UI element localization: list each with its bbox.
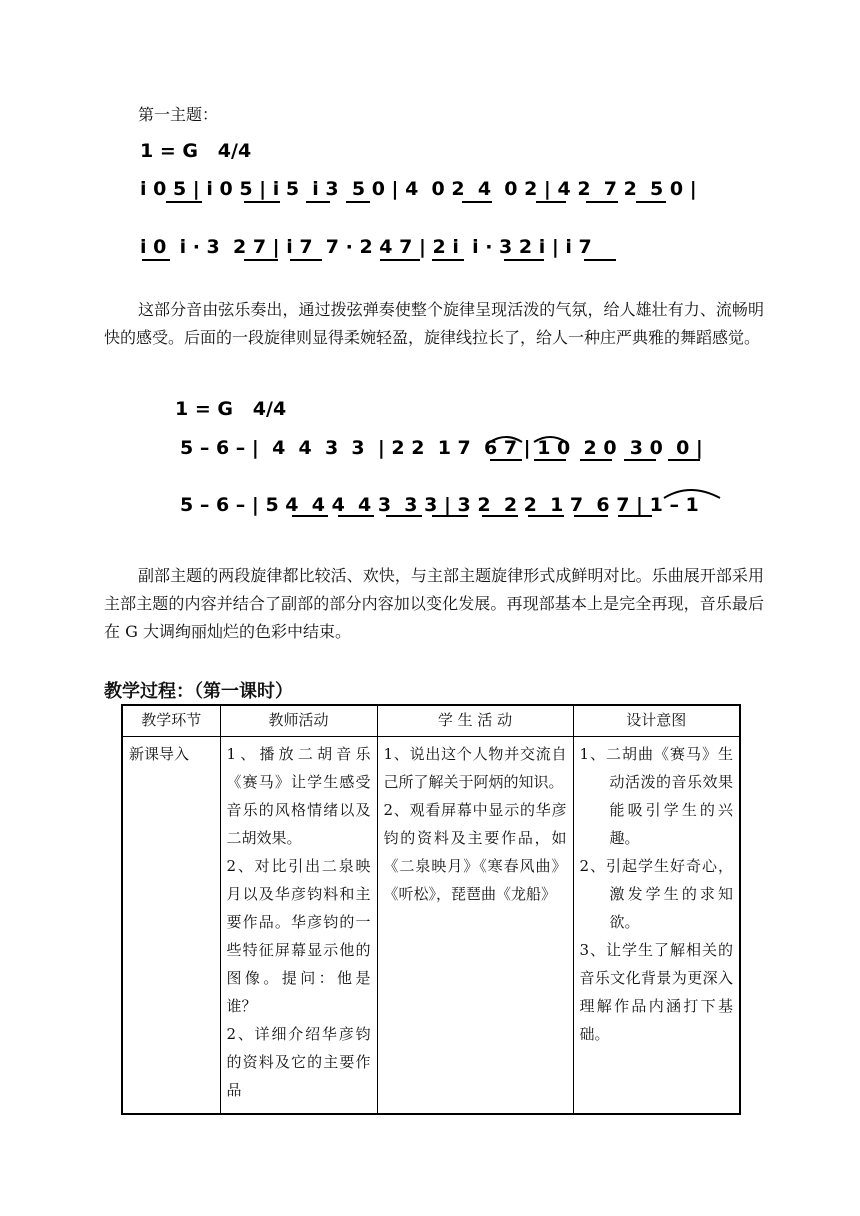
section-heading: 教学过程：（第一课时） — [104, 681, 293, 702]
theme2-notation-line2: 5 – 6 – | 5 4 4 4 4 3 3 3 | 3 2 2 2 1 7 6 7 | 1 – 1 — [180, 494, 699, 516]
theme1-underlines-2 — [140, 258, 640, 266]
theme1-notation-line1: i 0 5 | i 0 5 | i 5 i 3 5 0 | 4 0 2 4 0 2 | 4 2 7 2 5 0 | — [140, 178, 697, 200]
intent-item: 3、让学生了解相关的音乐文化背景为更深入理解作品内涵打下基础。 — [579, 941, 733, 1043]
paragraph-1: 这部分音由弦乐奏出，通过拨弦弹奏使整个旋律呈现活泼的气氛，给人雄壮有力、流畅明快的感受。后面的一段旋律则显得柔婉轻盈，旋律线拉长了，给人一种庄严典雅的舞蹈感觉。 — [104, 300, 764, 347]
theme2-notation-line1: 5 – 6 – | 4 4 3 3 | 2 2 1 7 6 7 | 1 0 2 0 3 0 0 | — [180, 437, 703, 459]
theme2-key: 1 = G 4/4 — [175, 398, 287, 420]
header-stage: 教学环节 — [122, 705, 220, 737]
cell-student — [377, 737, 573, 1115]
teacher-item: 2、详细介绍华彦钧的资料及它的主要作品 — [226, 1025, 371, 1099]
cell-intent — [573, 737, 740, 1115]
cell-teacher — [220, 737, 377, 1115]
header-student: 学 生 活 动 — [377, 705, 573, 737]
theme1-underlines-1 — [140, 200, 740, 208]
student-item: 1、说出这个人物并交流自己所了解关于阿炳的知识。 — [383, 745, 567, 791]
theme1-key: 1 = G 4/4 — [140, 140, 252, 162]
paragraph-2: 副部主题的两段旋律都比较活、欢快，与主部主题旋律形式成鲜明对比。乐曲展开部采用主部主题的内容并结合了副部的部分内容加以变化发展。再现部基本上是完全再现，音乐最后在 G 大调绚丽灿烂的色彩中结束。 — [104, 566, 764, 641]
table-row — [122, 737, 740, 1115]
intent-item: 1、二胡曲《赛马》生动活泼的音乐效果能吸引学生的兴趣。 — [579, 745, 733, 847]
theme2-slurs-underlines-2 — [180, 484, 740, 524]
theme2-slurs-underlines-1 — [180, 428, 740, 468]
header-teacher: 教师活动 — [220, 705, 377, 737]
table-header-row — [122, 705, 740, 737]
teaching-process-table — [121, 704, 741, 1115]
student-item: 2、观看屏幕中显示的华彦钧的资料及主要作品，如《二泉映月》《寒春风曲》《听松》，琵琶曲《龙船》 — [383, 801, 567, 903]
intent-item: 2、引起学生好奇心，激发学生的求知欲。 — [579, 857, 733, 931]
header-intent: 设计意图 — [573, 705, 740, 737]
teacher-item: 1、播放二胡音乐《赛马》让学生感受音乐的风格情绪以及二胡效果。 — [226, 745, 371, 847]
theme1-notation-line2: i 0 i · 3 2 7 | i 7 7 · 2 4 7 | 2 i i · 3 2 i | i 7 — [140, 236, 592, 258]
cell-stage: 新课导入 — [122, 737, 220, 1115]
theme1-label: 第一主题： — [138, 105, 219, 124]
teacher-item: 2、对比引出二泉映月以及华彦钧料和主要作品。华彦钧的一些特征屏幕显示他的图像。提问：他是谁？ — [226, 857, 371, 1015]
